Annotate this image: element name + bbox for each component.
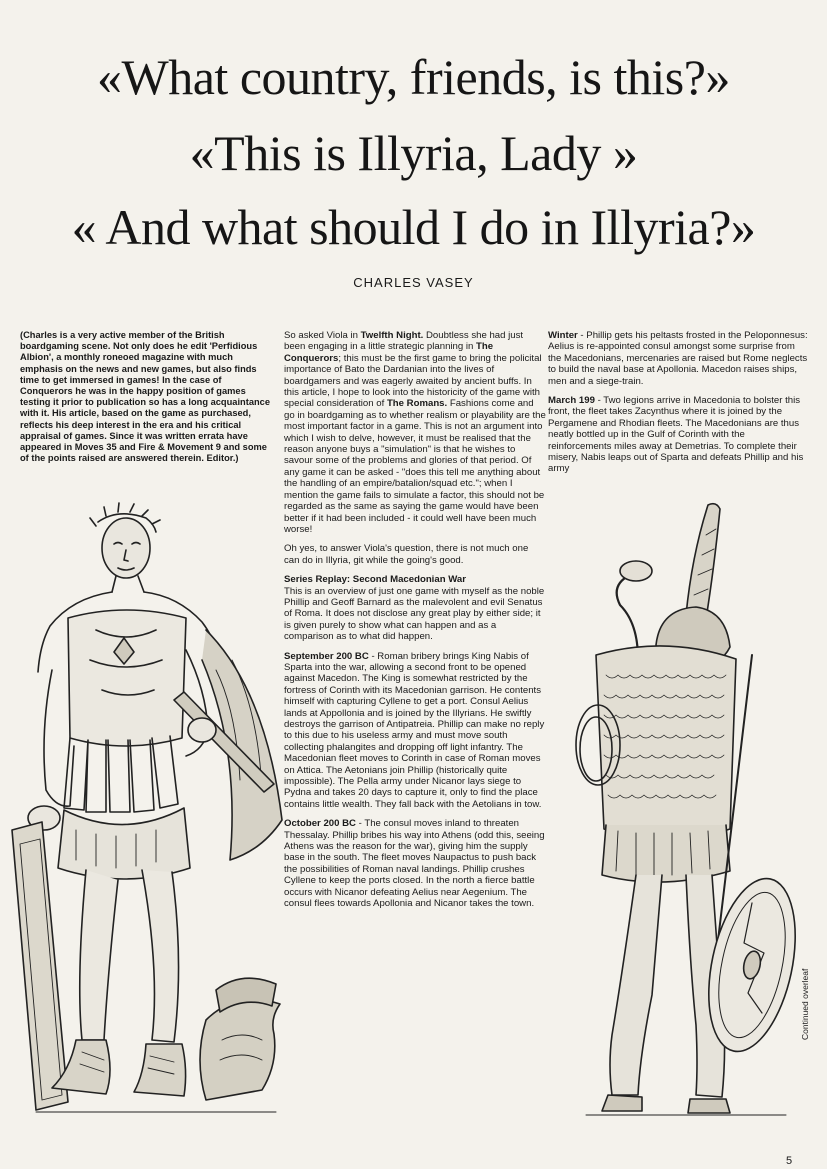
title-the-romans: The Romans. xyxy=(386,398,448,410)
text-run: - The consul moves inland to threaten Thessalay. Phillip bribes his way into Athens (odd this, seeing Athens was the reason for the war), giving him the supply base in the south. The fleet moves Naupactus to push back the possibilities of Roman naval landings. Phillip crushes Cyllene to keep the ports closed. In the north a fierce battle occurs with Nicanor defeating Aelius near Aegenium. The consul flees towards Apollonia and Nicanor takes the town. xyxy=(284,818,545,910)
text-run: Doubtless she had just been engaging in a little strategic planning in xyxy=(284,330,524,353)
title-twelfth-night: Twelfth Night. xyxy=(360,330,424,341)
text-run: So asked Viola in xyxy=(284,330,361,341)
paragraph-winter xyxy=(548,330,810,387)
title-the-conquerors: The Conquerors xyxy=(284,341,494,364)
date-heading: Winter xyxy=(548,330,578,341)
date-heading: October 200 BC xyxy=(284,818,356,830)
paragraph-october xyxy=(284,818,546,909)
text-run: - Roman bribery brings King Nabis of Sparta into the war, allowing a second front to be opened against Macedon. The King is somewhat restricted by the fortress of Corinth with its Macedonian garrison. He contents himself with capturing Cyllene to get a port. Consul Aelius lands at Appollonia and is joined by the Illyrians. He swiftly destroys the garrison of Antipatreia. Phillip can make no reply to this due to his useless army and must move south collecting phalangites and dropping off light infantry. The Macedonian fleet moves to Corinth in case of Roman moves on Attica. The Aetonians join Phillip (historically quite impossible). The Pella army under Nicanor lays siege to Pydna and takes 20 days to capture it, only to find the place contains little wealth. They fall back with the Aetolians in tow. xyxy=(284,650,545,810)
date-heading: September 200 BC xyxy=(284,650,369,662)
editor-intro xyxy=(20,330,275,472)
text-run: Fashions come and go in boardgaming as to whether realism or playability are the most important factor in a game. This is not an argument into which I wish to delve, however, it must be realised that the reason anyone buys a "simulation" is that he wishes to savour some of the problems and glories of that period. Of any game it can be asked - "does this tell me anything about the handling of an empire/batalion/squad etc."; when I mention the game fails to simulate a factor, this should not be regarded as the same as saying the game would have been better if it had been included - it could well have been much worse! xyxy=(284,398,546,535)
date-heading: March 199 xyxy=(548,395,595,407)
section-heading: Series Replay: Second Macedonian War xyxy=(284,574,466,586)
paragraph-march xyxy=(548,395,810,475)
headline-line-1: «What country, friends, is this?» xyxy=(97,49,730,105)
soldier-with-shield-illustration xyxy=(556,495,798,1130)
headline-line-2: «This is Illyria, Lady » xyxy=(189,125,638,181)
text-run: - Phillip gets his peltasts frosted in the Peloponnesus: Aelius is re-appointed consul amongst some surprise from the Macedonians, mercenaries are raised but Rome neglects to build the naval base at Apollonia. Macedon raises ships, men and a siege-train. xyxy=(548,330,808,387)
roman-emperor-illustration xyxy=(6,500,296,1130)
page-number: 5 xyxy=(786,1155,793,1167)
text-run: ; this must be the first game to bring the policital importance of Bato the Dardanian into the lives of boardgamers and was eagerly awaited by ancient buffs. In this article, I hope to look into the historicity of the game with special consideration of xyxy=(284,352,542,410)
side-note-text: Continued overleaf xyxy=(800,968,810,1040)
intro-text: (Charles is a very active member of the British boardgaming scene. Not only does he edit 'Perfidious Albion', a monthly roneoed magazine with much emphasis on the news and new games, but also finds time to get immersed in games! In the case of Conquerors he was in the happy position of games testing it prior to publication so has a long acquaintance with it. His article, based on the game as purchased, reflects his deep interest in the era and his critical appraisal of games. Since it was written errata have appeared in Moves 35 and Fire & Movement 9 and some of the points raised are answered therein. Editor.) xyxy=(20,330,271,464)
author-byline: CHARLES VASEY xyxy=(353,275,474,290)
article-column-middle xyxy=(284,330,546,918)
headline-line-3: « And what should I do in Illyria?» xyxy=(71,199,756,255)
article-column-right xyxy=(548,330,810,483)
text-run: - Two legions arrive in Macedonia to bolster this front, the fleet takes Zacynthus where it is joined by the Pergamene and Rhodian fleets. The Macedonians are thus neatly bottled up in the Gulf of Corinth with the reinforcements miles away at Demetrias. To complete their misery, Nabis leaps out of Sparta and defeats Phillip and his army xyxy=(548,395,804,475)
continued-overleaf-note xyxy=(800,969,810,1040)
paragraph-series-replay xyxy=(284,574,546,642)
text-run: This is an overview of just one game with myself as the noble Phillip and Geoff Barnard as the malevolent and evil Senatus of Roma. It does not disclose any great play by either side; it is given purely to show what can happen and as a comparison as to what did happen. xyxy=(284,585,545,643)
paragraph-viola-answer: Oh yes, to answer Viola's question, there is not much one can do in Illyria, git while the going's good. xyxy=(284,543,529,566)
paragraph-opening xyxy=(284,330,546,535)
paragraph-september xyxy=(284,651,546,811)
